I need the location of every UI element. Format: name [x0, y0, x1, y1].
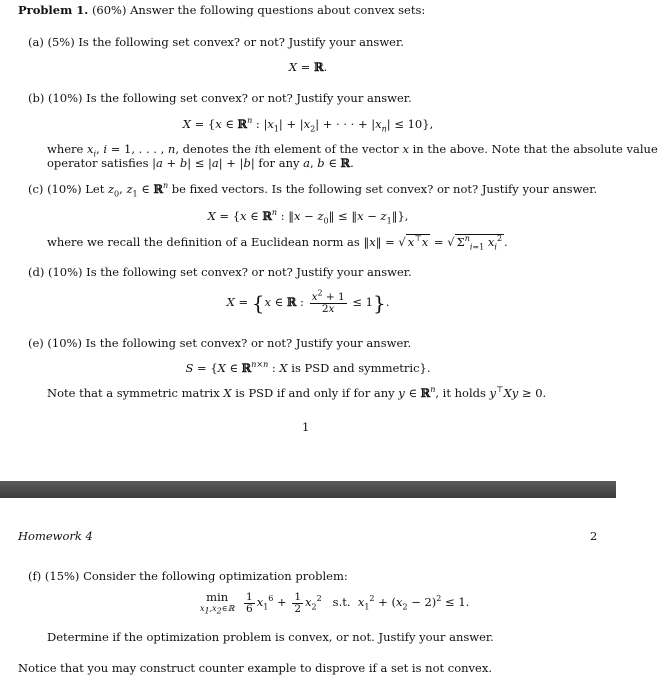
- part-d-prompt: (d) (10%) Is the following set convex? or not? Justify your answer.: [28, 265, 412, 279]
- page-2: [0, 498, 616, 679]
- part-a-prompt: (a) (5%) Is the following set convex? or not? Justify your answer.: [28, 35, 404, 49]
- part-c-equation: X = {x ∈ ℝ$^n$ : ‖x − $z_0‖$ ≤ ‖x − $z_1‖$},: [207, 208, 409, 226]
- problem-heading: [18, 3, 425, 17]
- part-e-equation: S = {X ∈ ℝ$^{n\times n}$ : X is PSD and symmetric}.: [185, 360, 431, 375]
- part-e-prompt: (e) (10%) Is the following set convex? or not? Justify your answer.: [28, 336, 412, 350]
- problem-intro: (60%) Answer the following questions about convex sets:: [91, 3, 426, 17]
- running-header: Homework 4: [18, 529, 93, 543]
- part-c-prompt: (c) (10%) Let $z_0$, $z_1$ ∈ ℝ$^n$ be fixed vectors. Is the following set convex? or not? Justify your answer.: [28, 181, 598, 199]
- part-f-prompt: (f) (15%) Consider the following optimization problem:: [28, 569, 348, 583]
- page-number: 1: [302, 420, 310, 434]
- footer-note: Notice that you may construct counter example to disprove if a set is not convex.: [18, 661, 492, 675]
- part-b-prompt: (b) (10%) Is the following set convex? or not? Justify your answer.: [28, 91, 412, 105]
- part-f-question: Determine if the optimization problem is convex, or not. Justify your answer.: [47, 630, 494, 644]
- part-d-equation: X = {x ∈ ℝ : $\frac{x^2 + 1}{2x}$ ≤ 1}.: [226, 288, 390, 315]
- part-c-note: where we recall the definition of a Euclidean norm as ‖x‖ = √ x⊤x = √ $\Sigma^n_{i=1}$ $x_i^2$ .: [47, 234, 508, 252]
- part-f-equation: min $x_1,x_2\in ℝ$ $\frac{1}{6}$ $x_1^6$ + $\frac{1}{2}$ $x_2^2$ s.t. $x_1^2 + (x_2 - 2)^2 \le 1$.: [200, 590, 470, 616]
- problem-title: Problem 1.: [18, 3, 89, 17]
- part-b-equation: X = {x ∈ ℝ$^n$ : $|x_1| + |x_2|$ + · · · + $|x_n| \le 10$},: [182, 116, 434, 134]
- page-divider: [0, 481, 616, 498]
- part-e-note: Note that a symmetric matrix X is PSD if and only if for any y ∈ ℝ$^n$, it holds y⊤Xy ≥ 0.: [47, 385, 547, 400]
- part-b-note-line2: operator satisfies |a + b| ≤ |a| + |b| for any a, b ∈ ℝ.: [47, 156, 354, 170]
- part-b-note-line1: where $x_i$, i = 1, . . . , n, denotes the ith element of the vector x in the above. Note that the absolute value: [47, 142, 658, 159]
- page-number-2: 2: [590, 529, 598, 543]
- part-a-equation: X = ℝ.: [288, 60, 328, 74]
